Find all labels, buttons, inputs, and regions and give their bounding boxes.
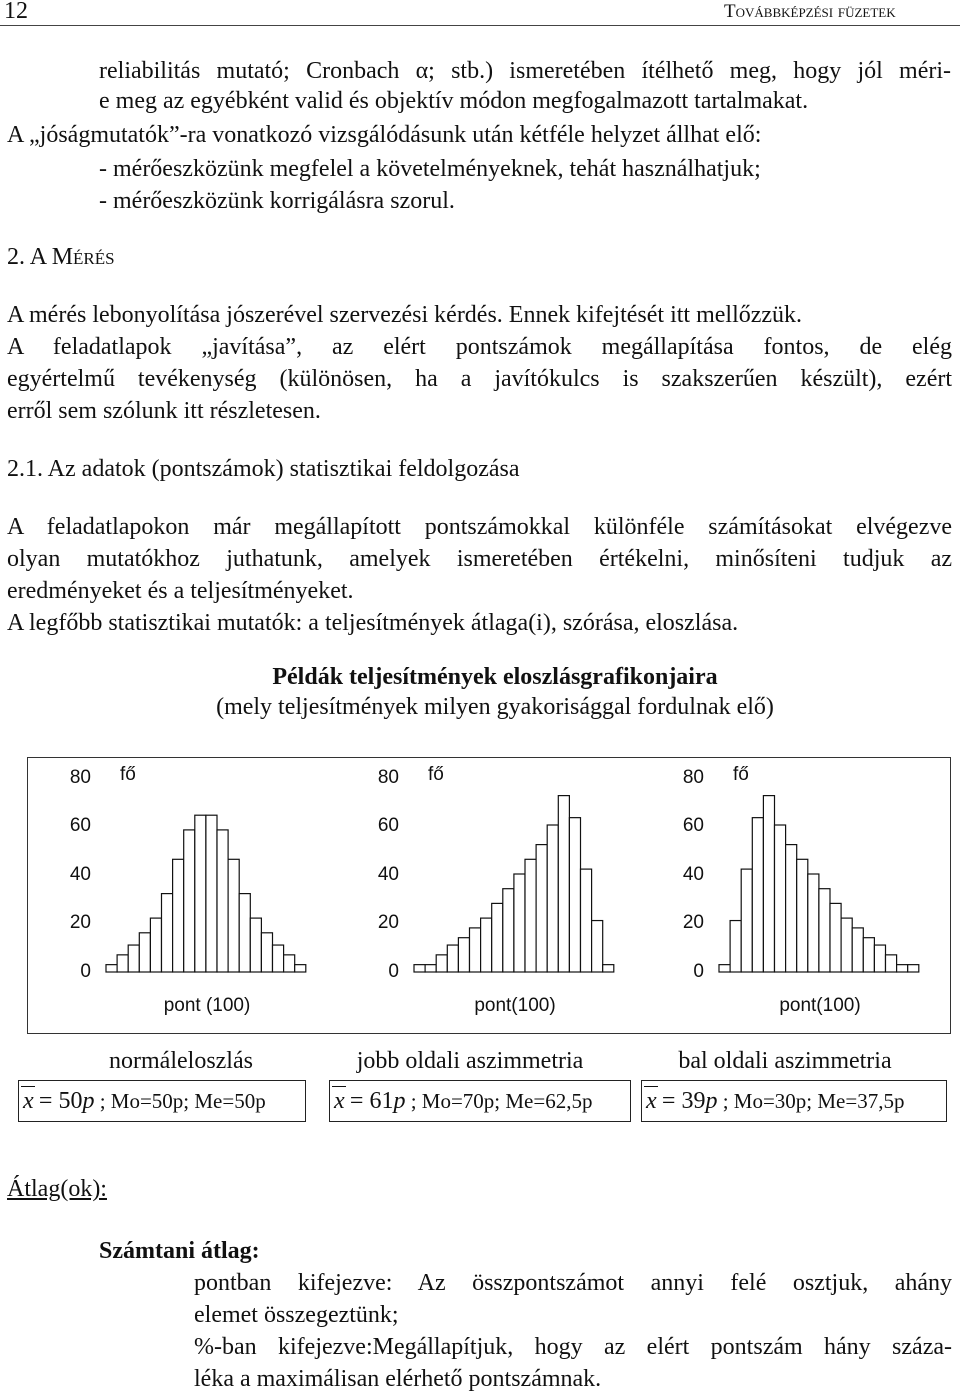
mode-median: ; Mo=50p; Me=50p — [99, 1089, 266, 1113]
y-tick-60: 60 — [682, 815, 704, 836]
section-2-title-first: A — [29, 244, 46, 270]
y-tick-0: 0 — [388, 961, 399, 982]
mean-value: = 61 — [349, 1088, 394, 1114]
y-tick-20: 20 — [69, 912, 91, 933]
histogram-bar — [886, 955, 897, 972]
mean-symbol: x — [646, 1088, 657, 1114]
y-unit-label: fő — [733, 764, 749, 785]
mode-median: ; Mo=30p; Me=37,5p — [722, 1089, 905, 1113]
histogram-bar — [603, 965, 614, 972]
intro-line-2: e meg az egyébként valid és objektív módon megfogalmazott tartalmakat. — [99, 88, 809, 114]
section-2-1-para-1-line-1: A feladatlapokon már megállapított pontszámokkal különféle számításokat elvégezve — [7, 514, 952, 540]
histogram-bar — [414, 965, 425, 972]
histogram-bar — [284, 955, 295, 972]
histogram-bar — [808, 874, 819, 972]
histogram-bar — [492, 903, 503, 972]
intro-bullet-2: - mérőeszközünk korrigálásra szorul. — [99, 188, 455, 214]
stats-left-skew — [641, 1080, 947, 1122]
histogram-bar — [786, 845, 797, 972]
y-tick-20: 20 — [377, 912, 399, 933]
histogram-bar — [106, 965, 117, 972]
histogram-bar — [162, 894, 173, 972]
y-tick-80: 80 — [377, 767, 399, 788]
histogram-bar — [874, 945, 885, 972]
histogram-bar — [775, 825, 786, 972]
histogram-bar — [569, 818, 580, 972]
histogram-bar — [239, 894, 250, 972]
histogram-bar — [830, 903, 841, 972]
histogram-bar — [741, 869, 752, 972]
figure-subtitle: (mely teljesítmények milyen gyakorisággal fordulnak elő) — [216, 694, 774, 720]
mean-unit: p — [393, 1088, 406, 1114]
histogram-bar — [852, 928, 863, 972]
histogram-bars — [27, 758, 309, 1033]
histogram-bar — [184, 830, 195, 972]
histogram-bar — [139, 933, 150, 972]
histogram-bar — [525, 859, 536, 972]
histogram-bar — [763, 796, 774, 972]
mode-median: ; Mo=70p; Me=62,5p — [410, 1089, 593, 1113]
histogram-bar — [273, 945, 284, 972]
y-tick-60: 60 — [69, 815, 91, 836]
section-2-heading — [7, 242, 115, 272]
mean-value: = 50 — [38, 1088, 83, 1114]
section-2-1-para-1-line-2: olyan mutatókhoz juthatunk, amelyek ismeretében értékelni, minősíteni tudjuk az — [7, 546, 952, 572]
histogram-bar — [581, 869, 592, 972]
mean-symbol: x — [23, 1088, 34, 1114]
intro-line-3: A „jóságmutatók”-ra vonatkozó vizsgálódásunk után kétféle helyzet állhat elő: — [7, 122, 762, 148]
histogram-bar — [481, 918, 492, 972]
histogram-bar — [117, 955, 128, 972]
histogram-bar — [719, 965, 730, 972]
average-heading: Átlag(ok): — [7, 1176, 107, 1202]
y-tick-60: 60 — [377, 815, 399, 836]
section-2-para-2-line-2: egyértelmű tevékenység (különösen, ha a javítókulcs is szakszerűen készült), ezért — [7, 366, 952, 392]
y-tick-40: 40 — [69, 864, 91, 885]
histogram-bar — [558, 796, 569, 972]
y-unit-label: fő — [428, 764, 444, 785]
caption-right-skew: jobb oldali aszimmetria — [356, 1048, 584, 1074]
average-line-1: pontban kifejezve: Az összpontszámot annyi felé osztjuk, ahány — [194, 1270, 952, 1296]
y-tick-80: 80 — [69, 767, 91, 788]
histogram-bars — [640, 758, 922, 1033]
section-2-para-1: A mérés lebonyolítása jószerével szervezési kérdés. Ennek kifejtését itt mellőzzük. — [7, 302, 803, 328]
mean-unit: p — [82, 1088, 95, 1114]
x-axis-label: pont(100) — [779, 995, 861, 1016]
section-2-1-para-1-line-3: eredményeket és a teljesítményeket. — [7, 578, 354, 604]
figure-title: Példák teljesítmények eloszlásgrafikonjaira — [272, 664, 718, 690]
chart-normal — [27, 758, 309, 1033]
caption-normal: normáleloszlás — [109, 1048, 253, 1074]
average-line-2: elemet összegeztünk; — [194, 1302, 399, 1328]
section-2-number: 2. — [7, 244, 25, 270]
average-line-3: %-ban kifejezve:Megállapítjuk, hogy az elért pontszám hány száza- — [194, 1334, 952, 1360]
mean-unit: p — [705, 1088, 718, 1114]
histogram-bar — [536, 845, 547, 972]
histogram-bar — [447, 945, 458, 972]
page-number: 12 — [4, 0, 28, 24]
arithmetic-mean-heading: Számtani átlag: — [99, 1238, 260, 1264]
histogram-bar — [150, 918, 161, 972]
section-2-1-para-2: A legfőbb statisztikai mutatók: a teljesítmények átlaga(i), szórása, eloszlása. — [7, 610, 739, 636]
average-line-4: léka a maximálisan elérhető pontszámnak. — [194, 1366, 602, 1392]
histogram-bar — [514, 874, 525, 972]
header-rule — [0, 25, 960, 26]
histogram-bar — [841, 918, 852, 972]
stats-right-skew — [329, 1080, 631, 1122]
histogram-bar — [195, 815, 206, 972]
histogram-bar — [730, 921, 741, 972]
histogram-bar — [425, 965, 436, 972]
section-2-para-2-line-1: A feladatlapok „javítása”, az elért pontszámok megállapítása fontos, de elég — [7, 334, 952, 360]
chart-left-skew — [640, 758, 922, 1033]
histogram-bar — [217, 830, 228, 972]
intro-line-1: reliabilitás mutató; Cronbach α; stb.) ismeretében ítélhető meg, hogy jól méri- — [99, 58, 951, 84]
histogram-bar — [250, 918, 261, 972]
section-2-title-rest: Mérés — [51, 244, 115, 270]
histogram-bar — [228, 859, 239, 972]
histogram-bar — [458, 938, 469, 972]
histogram-bar — [206, 815, 217, 972]
histogram-bar — [128, 945, 139, 972]
histogram-bar — [897, 965, 908, 972]
histogram-bar — [752, 818, 763, 972]
histogram-bars — [335, 758, 617, 1033]
y-tick-80: 80 — [682, 767, 704, 788]
histogram-bar — [261, 933, 272, 972]
y-tick-40: 40 — [377, 864, 399, 885]
chart-right-skew — [335, 758, 617, 1033]
histogram-bar — [436, 955, 447, 972]
histogram-bar — [547, 825, 558, 972]
y-tick-0: 0 — [693, 961, 704, 982]
histogram-bar — [470, 928, 481, 972]
histogram-bar — [908, 965, 919, 972]
histogram-bar — [797, 859, 808, 972]
histogram-bar — [295, 965, 306, 972]
section-2-para-2-line-3: erről sem szólunk itt részletesen. — [7, 398, 321, 424]
histogram-bar — [173, 859, 184, 972]
intro-bullet-1: - mérőeszközünk megfelel a követelményeknek, tehát használhatjuk; — [99, 156, 761, 182]
histogram-bar — [819, 889, 830, 972]
histogram-bar — [503, 889, 514, 972]
y-tick-40: 40 — [682, 864, 704, 885]
mean-value: = 39 — [661, 1088, 706, 1114]
mean-symbol: x — [334, 1088, 345, 1114]
section-2-1-heading: 2.1. Az adatok (pontszámok) statisztikai feldolgozása — [7, 456, 520, 482]
histogram-bar — [592, 921, 603, 972]
running-header: Továbbképzési füzetek — [724, 1, 896, 22]
y-tick-0: 0 — [80, 961, 91, 982]
caption-left-skew: bal oldali aszimmetria — [678, 1048, 892, 1074]
y-unit-label: fő — [120, 764, 136, 785]
stats-normal — [18, 1080, 306, 1122]
histogram-bar — [863, 938, 874, 972]
y-tick-20: 20 — [682, 912, 704, 933]
x-axis-label: pont (100) — [163, 995, 251, 1016]
x-axis-label: pont(100) — [474, 995, 556, 1016]
